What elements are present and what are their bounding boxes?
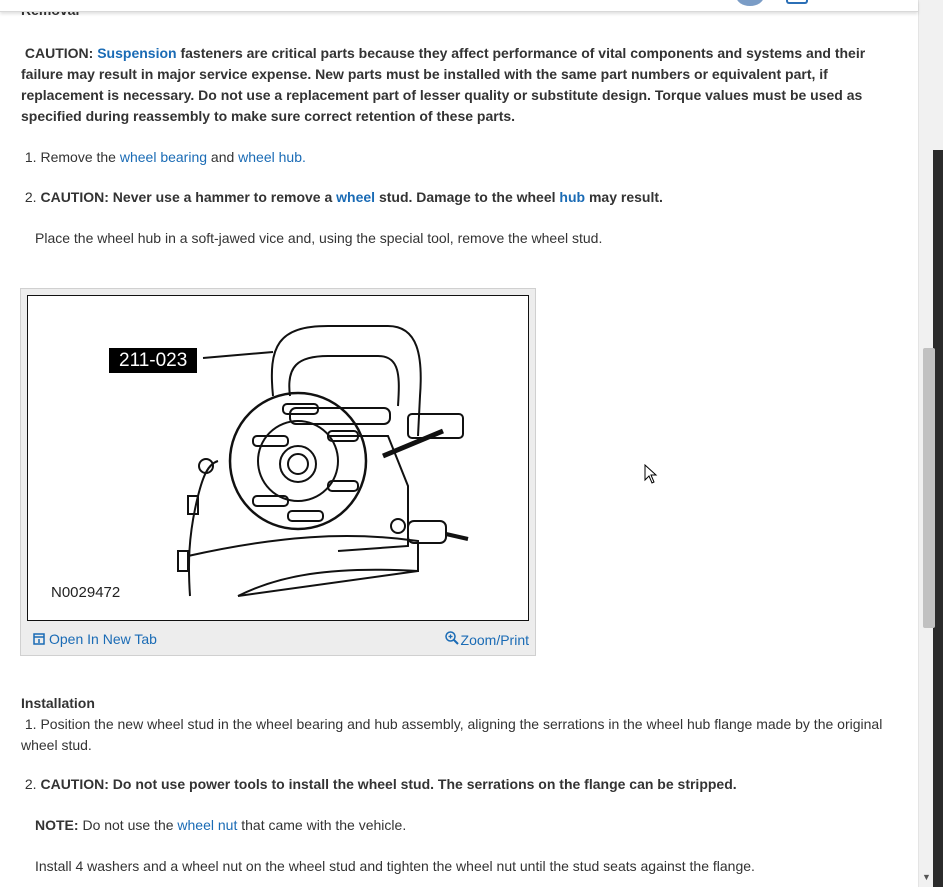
caution-prefix: CAUTION: — [40, 189, 109, 205]
open-tab-icon — [33, 633, 45, 645]
open-in-new-tab-label: Open In New Tab — [49, 631, 157, 647]
top-toolbar — [0, 0, 918, 12]
zoom-icon — [445, 631, 459, 645]
avatar[interactable] — [736, 0, 764, 6]
step-text: Remove the — [40, 149, 116, 165]
page-scrollbar[interactable] — [918, 0, 943, 887]
note-prefix: NOTE: — [35, 817, 79, 833]
open-in-new-tab-button[interactable] — [33, 631, 157, 647]
toolbar-icon[interactable] — [786, 0, 808, 4]
figure-number: N0029472 — [51, 584, 121, 601]
wheel-hub-link[interactable]: wheel hub — [238, 149, 302, 165]
step-text: Position the new wheel stud in the wheel bearing and hub assembly, aligning the serrations in the wheel hub flange made by the original wheel stud. — [21, 716, 883, 753]
note-text: Do not use the — [82, 817, 174, 833]
caution-prefix: CAUTION: — [40, 776, 109, 792]
figure-illustration[interactable] — [27, 295, 529, 621]
installation-heading: Installation — [21, 695, 95, 711]
zoom-print-label: Zoom/Print — [460, 632, 529, 648]
figure-panel — [20, 288, 536, 656]
wheel-link[interactable]: wheel — [336, 189, 376, 205]
scrollbar-thumb[interactable] — [923, 348, 935, 628]
removal-step-2-instruction: Place the wheel hub in a soft-jawed vice and, using the special tool, remove the wheel stud. — [35, 230, 603, 246]
installation-step-1 — [21, 714, 906, 756]
step-text: and — [210, 149, 235, 165]
step-number: 1. — [24, 149, 37, 165]
tool-label: 211-023 — [109, 348, 197, 373]
step-number: 2. — [24, 189, 37, 205]
removal-step-2 — [21, 187, 906, 208]
figure-actions — [33, 629, 529, 651]
wheel-nut-link[interactable]: wheel nut — [177, 817, 238, 833]
installation-step-2-instruction: Install 4 washers and a wheel nut on the wheel stud and tighten the wheel nut until the stud seats against the flange. — [35, 858, 755, 874]
removal-step-1 — [21, 147, 906, 168]
caution-prefix: CAUTION: — [24, 45, 94, 61]
caution-text: fasteners are critical parts because they affect performance of vital components and systems and their failure may result in major service expense. New parts must be installed with the same part numbers or equivalent part, if replacement is necessary. Do not use a replacement part of lesser quality or substitute design. Torque values must be used as specified during reassembly to make sure correct retention of these parts. — [21, 45, 866, 124]
step-number: 2. — [24, 776, 37, 792]
caution-text: may result. — [588, 189, 663, 205]
installation-step-2 — [21, 774, 906, 795]
caution-text: Do not use power tools to install the wheel stud. The serrations on the flange can be stripped. — [112, 776, 737, 792]
wheel-stud-removal-illustration — [28, 296, 529, 621]
hub-link[interactable]: hub — [559, 189, 586, 205]
wheel-bearing-link[interactable]: wheel bearing — [119, 149, 208, 165]
removal-caution — [21, 43, 906, 127]
scroll-down-arrow-icon[interactable]: ▼ — [922, 872, 931, 882]
step-number: 1. — [24, 716, 37, 732]
mouse-cursor-icon — [644, 464, 658, 484]
caution-text: stud. Damage to the wheel — [378, 189, 556, 205]
suspension-link[interactable]: Suspension — [97, 45, 177, 61]
installation-note — [35, 815, 920, 836]
caution-text: Never use a hammer to remove a — [112, 189, 333, 205]
zoom-print-button[interactable] — [445, 631, 529, 648]
step-text: . — [301, 149, 306, 165]
note-text: that came with the vehicle. — [241, 817, 407, 833]
